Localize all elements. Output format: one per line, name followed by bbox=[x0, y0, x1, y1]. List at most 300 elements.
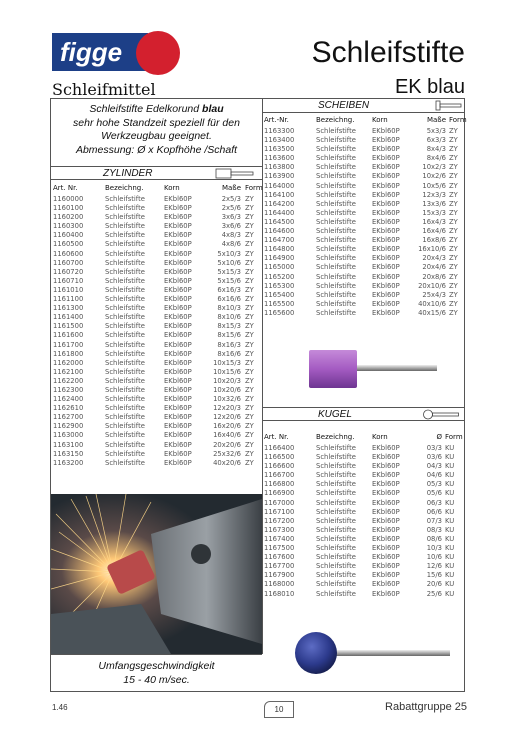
table-cell: ZY bbox=[245, 413, 254, 422]
table-cell: Schleifstifte bbox=[316, 254, 356, 263]
table-cell: 10/3 bbox=[426, 544, 442, 553]
table-row bbox=[264, 444, 463, 453]
table-cell: 1161100 bbox=[53, 295, 84, 304]
table-cell: Schleifstifte bbox=[105, 413, 145, 422]
table-cell: Schleifstifte bbox=[105, 367, 145, 376]
purple-cylinder-stone-image bbox=[300, 348, 440, 392]
table-cell: EKbl60P bbox=[372, 489, 400, 498]
table-row bbox=[264, 300, 463, 309]
table-cell: ZY bbox=[245, 240, 254, 249]
table-cell: 1161800 bbox=[53, 349, 84, 358]
table-cell: Schleifstifte bbox=[316, 236, 356, 245]
table-row bbox=[264, 590, 463, 599]
scheiben-col-header: Maße bbox=[426, 116, 446, 124]
table-cell: 1167200 bbox=[264, 516, 295, 525]
zylinder-col-header: Art. Nr. bbox=[53, 184, 78, 192]
table-cell: ZY bbox=[245, 258, 254, 267]
table-cell: ZY bbox=[245, 358, 254, 367]
table-row bbox=[264, 562, 463, 571]
table-cell: ZY bbox=[245, 376, 254, 385]
logo-circle-icon bbox=[136, 31, 180, 75]
table-cell: EKbl60P bbox=[372, 181, 400, 190]
rabatt-group: Rabattgruppe 25 bbox=[385, 701, 467, 713]
table-cell: Schleifstifte bbox=[105, 340, 145, 349]
table-row bbox=[264, 508, 463, 517]
table-cell: 03/3 bbox=[426, 444, 442, 452]
table-cell: 1167600 bbox=[264, 553, 295, 562]
table-cell: 1166900 bbox=[264, 489, 295, 498]
table-cell: 1163000 bbox=[53, 431, 84, 440]
table-cell: ZY bbox=[245, 349, 254, 358]
figge-logo bbox=[52, 31, 172, 75]
table-row bbox=[53, 213, 260, 222]
table-cell: EKbl60P bbox=[372, 580, 400, 589]
table-cell: Schleifstifte bbox=[316, 471, 356, 480]
kugel-section-header bbox=[263, 407, 464, 421]
table-cell: EKbl60P bbox=[372, 236, 400, 245]
table-cell: Schleifstifte bbox=[316, 525, 356, 534]
table-cell: ZY bbox=[245, 367, 254, 376]
table-cell: EKbl60P bbox=[164, 249, 192, 258]
table-cell: ZY bbox=[245, 313, 254, 322]
table-cell: 1160600 bbox=[53, 249, 84, 258]
table-cell: ZY bbox=[245, 276, 254, 285]
table-cell: Schleifstifte bbox=[105, 313, 145, 322]
table-cell: EKbl60P bbox=[164, 267, 192, 276]
table-row bbox=[53, 350, 260, 359]
table-cell: Schleifstifte bbox=[316, 507, 356, 516]
table-cell: 04/3 bbox=[426, 462, 442, 471]
table-cell: 1161500 bbox=[53, 322, 84, 331]
table-cell: ZY bbox=[245, 440, 254, 449]
table-row bbox=[53, 459, 260, 468]
intro-line-3: Werkzeugbau geeignet. bbox=[101, 130, 212, 142]
table-cell: ZY bbox=[449, 245, 458, 254]
table-cell: 3x6/6 bbox=[221, 222, 241, 231]
table-row bbox=[53, 431, 260, 440]
table-cell: 8x4/6 bbox=[426, 154, 446, 163]
table-row bbox=[53, 222, 260, 231]
table-cell: ZY bbox=[449, 263, 458, 272]
table-cell: 1165500 bbox=[264, 299, 295, 308]
table-cell: EKbl60P bbox=[372, 245, 400, 254]
table-cell: 1160200 bbox=[53, 213, 84, 222]
table-cell: KU bbox=[445, 589, 455, 598]
table-cell: ZY bbox=[449, 163, 458, 172]
table-cell: 10x20/3 bbox=[213, 376, 241, 385]
table-cell: Schleifstifte bbox=[105, 231, 145, 240]
table-cell: Schleifstifte bbox=[105, 395, 145, 404]
table-cell: EKbl60P bbox=[164, 449, 192, 458]
table-cell: 03/6 bbox=[426, 453, 442, 462]
table-row bbox=[264, 571, 463, 580]
table-cell: 20x8/6 bbox=[422, 272, 446, 281]
table-cell: EKbl60P bbox=[164, 376, 192, 385]
table-cell: Schleifstifte bbox=[316, 480, 356, 489]
table-row bbox=[53, 277, 260, 286]
table-cell: 1165200 bbox=[264, 272, 295, 281]
zylinder-section-header bbox=[51, 166, 262, 180]
grinding-photo bbox=[51, 494, 262, 654]
table-row bbox=[264, 544, 463, 553]
table-cell: 5x15/6 bbox=[217, 276, 241, 285]
table-row bbox=[264, 480, 463, 489]
table-row bbox=[264, 489, 463, 498]
table-cell: Schleifstifte bbox=[105, 222, 145, 231]
logo-text: figge bbox=[52, 33, 148, 71]
zylinder-col-header: Maße bbox=[221, 184, 241, 192]
table-row bbox=[264, 517, 463, 526]
table-cell: 12x20/6 bbox=[213, 413, 241, 422]
table-cell: Schleifstifte bbox=[316, 453, 356, 462]
table-cell: KU bbox=[445, 480, 455, 489]
scheiben-table bbox=[264, 113, 467, 318]
table-cell: EKbl60P bbox=[164, 258, 192, 267]
table-cell: EKbl60P bbox=[164, 349, 192, 358]
table-cell: Schleifstifte bbox=[105, 295, 145, 304]
table-cell: Schleifstifte bbox=[316, 227, 356, 236]
table-cell: EKbl60P bbox=[164, 340, 192, 349]
scheiben-col-header: Bezeichng. bbox=[316, 116, 355, 124]
table-row bbox=[53, 204, 260, 213]
table-cell: ZY bbox=[245, 204, 254, 213]
table-cell: 1162900 bbox=[53, 422, 84, 431]
table-cell: 13x3/6 bbox=[422, 199, 446, 208]
page-reference: 1.46 bbox=[52, 703, 68, 712]
table-cell: ZY bbox=[449, 272, 458, 281]
table-cell: EKbl60P bbox=[164, 285, 192, 294]
table-cell: 1166600 bbox=[264, 462, 295, 471]
table-cell: Schleifstifte bbox=[316, 181, 356, 190]
zylinder-table bbox=[53, 181, 263, 468]
table-row bbox=[53, 250, 260, 259]
table-row bbox=[264, 200, 463, 209]
table-row bbox=[53, 441, 260, 450]
table-cell: ZY bbox=[245, 458, 254, 467]
table-cell: Schleifstifte bbox=[316, 199, 356, 208]
table-cell: 40x10/6 bbox=[418, 299, 446, 308]
table-cell: 1163300 bbox=[264, 127, 295, 135]
table-cell: 1160300 bbox=[53, 222, 84, 231]
table-cell: ZY bbox=[245, 449, 254, 458]
table-cell: Schleifstifte bbox=[105, 404, 145, 413]
table-cell: Schleifstifte bbox=[316, 281, 356, 290]
table-cell: 10x2/6 bbox=[422, 172, 446, 181]
table-cell: KU bbox=[445, 462, 455, 471]
table-cell: ZY bbox=[245, 249, 254, 258]
table-cell: 15x3/3 bbox=[422, 208, 446, 217]
table-cell: 1162200 bbox=[53, 376, 84, 385]
table-cell: 1162400 bbox=[53, 395, 84, 404]
table-cell: EKbl60P bbox=[372, 571, 400, 580]
table-cell: EKbl60P bbox=[164, 231, 192, 240]
table-cell: 1161700 bbox=[53, 340, 84, 349]
table-cell: 1160700 bbox=[53, 258, 84, 267]
table-cell: 1160400 bbox=[53, 231, 84, 240]
table-cell: ZY bbox=[449, 154, 458, 163]
table-cell: 1164700 bbox=[264, 236, 295, 245]
table-cell: 20x4/3 bbox=[422, 254, 446, 263]
table-cell: 1163900 bbox=[264, 172, 295, 181]
table-cell: ZY bbox=[245, 267, 254, 276]
table-row bbox=[264, 282, 463, 291]
table-cell: Schleifstifte bbox=[105, 240, 145, 249]
table-cell: Schleifstifte bbox=[105, 331, 145, 340]
grinding-sparks-illustration bbox=[51, 494, 262, 654]
table-cell: 16x8/6 bbox=[422, 236, 446, 245]
table-cell: ZY bbox=[245, 304, 254, 313]
table-cell: 1163200 bbox=[53, 458, 84, 467]
kugel-col-header: Korn bbox=[372, 433, 388, 441]
table-cell: Schleifstifte bbox=[105, 385, 145, 394]
ball-shape-icon bbox=[421, 409, 461, 420]
table-row bbox=[264, 553, 463, 562]
kugel-title: KUGEL bbox=[318, 409, 352, 420]
table-cell: 1161010 bbox=[53, 285, 84, 294]
table-row bbox=[53, 386, 260, 395]
table-cell: 3x6/3 bbox=[221, 213, 241, 222]
table-row bbox=[53, 422, 260, 431]
table-row bbox=[264, 127, 463, 136]
cylinder-shape-icon bbox=[215, 168, 255, 179]
table-cell: ZY bbox=[245, 231, 254, 240]
table-cell: ZY bbox=[245, 322, 254, 331]
scheiben-title: SCHEIBEN bbox=[318, 100, 370, 111]
table-cell: 1164500 bbox=[264, 217, 295, 226]
table-cell: Schleifstifte bbox=[316, 299, 356, 308]
table-cell: 10x15/3 bbox=[213, 358, 241, 367]
table-cell: 12/6 bbox=[426, 562, 442, 571]
table-cell: ZY bbox=[245, 422, 254, 431]
table-cell: 1167700 bbox=[264, 562, 295, 571]
table-row bbox=[53, 395, 260, 404]
table-row bbox=[264, 580, 463, 589]
table-row bbox=[264, 535, 463, 544]
intro-line-1: Schleifstifte Edelkorund blau bbox=[89, 103, 224, 115]
table-cell: Schleifstifte bbox=[105, 276, 145, 285]
speed-info bbox=[51, 654, 262, 691]
table-row bbox=[53, 304, 260, 313]
table-cell: ZY bbox=[449, 145, 458, 154]
table-cell: EKbl60P bbox=[372, 136, 400, 145]
table-cell: 2x5/3 bbox=[221, 195, 241, 203]
table-cell: 8x15/6 bbox=[217, 331, 241, 340]
table-cell: Schleifstifte bbox=[316, 489, 356, 498]
table-cell: Schleifstifte bbox=[316, 136, 356, 145]
table-cell: EKbl60P bbox=[372, 127, 400, 135]
intro-line-2: sehr hohe Standzeit speziell für den bbox=[73, 116, 240, 129]
page-number: 10 bbox=[274, 705, 284, 714]
scheiben-header-row bbox=[264, 113, 467, 127]
table-cell: KU bbox=[445, 516, 455, 525]
table-cell: KU bbox=[445, 544, 455, 553]
table-cell: 5x10/6 bbox=[217, 258, 241, 267]
table-cell: Schleifstifte bbox=[105, 358, 145, 367]
table-cell: 10x15/6 bbox=[213, 367, 241, 376]
table-cell: Schleifstifte bbox=[105, 449, 145, 458]
table-cell: EKbl60P bbox=[372, 525, 400, 534]
table-cell: 16x10/6 bbox=[418, 245, 446, 254]
table-cell: ZY bbox=[245, 431, 254, 440]
table-cell: Schleifstifte bbox=[105, 204, 145, 213]
table-cell: 10/6 bbox=[426, 553, 442, 562]
table-cell: 5x10/3 bbox=[217, 249, 241, 258]
table-cell: ZY bbox=[449, 236, 458, 245]
table-row bbox=[264, 453, 463, 462]
table-cell: Schleifstifte bbox=[316, 589, 356, 598]
table-row bbox=[53, 450, 260, 459]
table-cell: EKbl60P bbox=[164, 222, 192, 231]
blue-ball-stone-image bbox=[294, 628, 454, 678]
table-cell: 1163100 bbox=[53, 440, 84, 449]
table-row bbox=[264, 172, 463, 181]
table-row bbox=[264, 471, 463, 480]
table-cell: EKbl60P bbox=[164, 440, 192, 449]
scheiben-col-header: Art.-Nr. bbox=[264, 116, 289, 124]
table-cell: Schleifstifte bbox=[316, 154, 356, 163]
table-row bbox=[264, 182, 463, 191]
table-cell: ZY bbox=[245, 395, 254, 404]
table-cell: 05/3 bbox=[426, 480, 442, 489]
table-cell: ZY bbox=[449, 308, 458, 317]
table-cell: 1161300 bbox=[53, 304, 84, 313]
table-cell: Schleifstifte bbox=[105, 440, 145, 449]
table-row bbox=[264, 254, 463, 263]
table-cell: KU bbox=[445, 553, 455, 562]
table-cell: Schleifstifte bbox=[316, 127, 356, 135]
table-row bbox=[264, 209, 463, 218]
table-cell: ZY bbox=[245, 340, 254, 349]
table-cell: ZY bbox=[449, 227, 458, 236]
table-row bbox=[264, 245, 463, 254]
table-cell: 16x4/3 bbox=[422, 217, 446, 226]
page-subtitle: EK blau bbox=[394, 76, 465, 98]
table-cell: 1160500 bbox=[53, 240, 84, 249]
table-cell: 40x15/6 bbox=[418, 308, 446, 317]
table-cell: EKbl60P bbox=[164, 304, 192, 313]
table-cell: Schleifstifte bbox=[316, 498, 356, 507]
table-cell: 1163800 bbox=[264, 163, 295, 172]
table-cell: 20x10/6 bbox=[418, 281, 446, 290]
table-row bbox=[53, 231, 260, 240]
table-cell: EKbl60P bbox=[372, 480, 400, 489]
table-cell: EKbl60P bbox=[372, 154, 400, 163]
table-cell: EKbl60P bbox=[372, 534, 400, 543]
table-row bbox=[53, 377, 260, 386]
table-cell: EKbl60P bbox=[372, 498, 400, 507]
table-cell: 04/6 bbox=[426, 471, 442, 480]
table-cell: Schleifstifte bbox=[316, 580, 356, 589]
table-cell: ZY bbox=[245, 331, 254, 340]
table-cell: KU bbox=[445, 580, 455, 589]
table-cell: 12x3/3 bbox=[422, 190, 446, 199]
table-cell: 08/6 bbox=[426, 534, 442, 543]
table-cell: 16x20/6 bbox=[213, 422, 241, 431]
table-cell: ZY bbox=[245, 295, 254, 304]
table-cell: KU bbox=[445, 571, 455, 580]
table-cell: EKbl60P bbox=[164, 204, 192, 213]
table-cell: 08/3 bbox=[426, 525, 442, 534]
table-cell: 4x8/3 bbox=[221, 231, 241, 240]
table-cell: ZY bbox=[245, 404, 254, 413]
table-cell: 1160000 bbox=[53, 195, 84, 203]
table-cell: EKbl60P bbox=[164, 213, 192, 222]
table-cell: EKbl60P bbox=[164, 322, 192, 331]
table-cell: 10x5/6 bbox=[422, 181, 446, 190]
table-cell: KU bbox=[445, 525, 455, 534]
table-cell: EKbl60P bbox=[164, 385, 192, 394]
table-cell: Schleifstifte bbox=[105, 376, 145, 385]
table-cell: 1165600 bbox=[264, 308, 295, 317]
table-cell: Schleifstifte bbox=[316, 245, 356, 254]
table-cell: 20x4/6 bbox=[422, 263, 446, 272]
table-row bbox=[53, 359, 260, 368]
table-cell: EKbl60P bbox=[372, 217, 400, 226]
table-cell: 6x3/3 bbox=[426, 136, 446, 145]
table-cell: KU bbox=[445, 507, 455, 516]
table-cell: 1163400 bbox=[264, 136, 295, 145]
table-cell: 1165000 bbox=[264, 263, 295, 272]
table-cell: ZY bbox=[449, 136, 458, 145]
table-cell: 6x16/3 bbox=[217, 285, 241, 294]
table-cell: EKbl60P bbox=[164, 358, 192, 367]
table-cell: 1162300 bbox=[53, 385, 84, 394]
table-row bbox=[264, 236, 463, 245]
table-cell: 1166800 bbox=[264, 480, 295, 489]
table-cell: 8x16/3 bbox=[217, 340, 241, 349]
kugel-col-header: Bezeichng. bbox=[316, 433, 355, 441]
table-cell: 07/3 bbox=[426, 516, 442, 525]
table-row bbox=[264, 163, 463, 172]
table-cell: 25x32/6 bbox=[213, 449, 241, 458]
table-cell: ZY bbox=[245, 385, 254, 394]
table-cell: ZY bbox=[449, 254, 458, 263]
table-cell: 8x10/3 bbox=[217, 304, 241, 313]
table-cell: KU bbox=[445, 534, 455, 543]
table-cell: Schleifstifte bbox=[105, 322, 145, 331]
table-cell: Schleifstifte bbox=[316, 217, 356, 226]
table-cell: 1167100 bbox=[264, 507, 295, 516]
table-row bbox=[264, 462, 463, 471]
table-cell: Schleifstifte bbox=[105, 267, 145, 276]
table-cell: 1163600 bbox=[264, 154, 295, 163]
table-cell: Schleifstifte bbox=[105, 213, 145, 222]
table-cell: ZY bbox=[245, 195, 254, 203]
table-cell: Schleifstifte bbox=[316, 290, 356, 299]
zylinder-col-header: Bezeichng. bbox=[105, 184, 144, 192]
table-cell: KU bbox=[445, 444, 455, 452]
table-cell: 6x16/6 bbox=[217, 295, 241, 304]
speed-label: Umfangsgeschwindigkeit bbox=[98, 660, 215, 672]
table-cell: ZY bbox=[449, 199, 458, 208]
table-cell: Schleifstifte bbox=[316, 562, 356, 571]
table-cell: Schleifstifte bbox=[316, 272, 356, 281]
table-cell: Schleifstifte bbox=[316, 145, 356, 154]
table-cell: 15/6 bbox=[426, 571, 442, 580]
table-cell: 25x4/3 bbox=[422, 290, 446, 299]
table-cell: EKbl60P bbox=[372, 444, 400, 452]
table-cell: EKbl60P bbox=[372, 299, 400, 308]
table-cell: 06/6 bbox=[426, 507, 442, 516]
table-cell: 4x8/6 bbox=[221, 240, 241, 249]
table-cell: EKbl60P bbox=[372, 263, 400, 272]
table-cell: Schleifstifte bbox=[316, 444, 356, 452]
table-cell: 1167400 bbox=[264, 534, 295, 543]
table-cell: ZY bbox=[449, 181, 458, 190]
table-cell: EKbl60P bbox=[164, 413, 192, 422]
table-cell: ZY bbox=[449, 281, 458, 290]
table-row bbox=[264, 499, 463, 508]
